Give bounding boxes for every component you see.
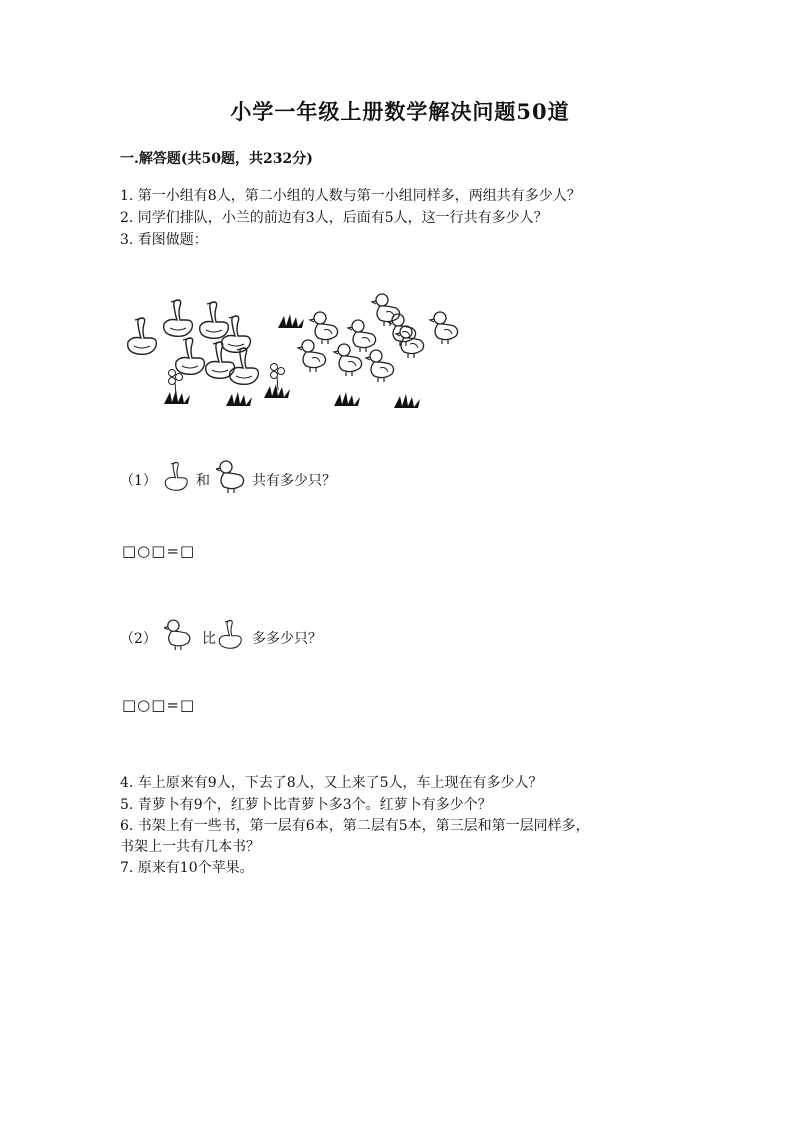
swan-icon xyxy=(128,318,157,354)
connector-and: 和 xyxy=(196,473,210,489)
question-5: 5. 青萝卜有9个，红萝卜比青萝卜多3个。红萝卜有多少个？ xyxy=(120,797,492,813)
swan-icon xyxy=(218,616,244,654)
grass-icon xyxy=(334,392,360,406)
question-1: 1. 第一小组有8人，第二小组的人数与第一小组同样多，两组共有多少人？ xyxy=(120,188,581,204)
duck-icon xyxy=(216,458,248,498)
duck-icon xyxy=(310,312,338,344)
question-3: 3. 看图做题： xyxy=(120,232,208,248)
swan-icon xyxy=(200,302,229,338)
question-2: 2. 同学们排队，小兰的前边有3人，后面有5人，这一行共有多少人？ xyxy=(120,210,548,226)
duck-icon xyxy=(372,294,400,326)
sub-question-2-text: 多多少只？ xyxy=(252,631,322,647)
page-title: 小学一年级上册数学解决问题50道 xyxy=(230,99,570,124)
grass-icon xyxy=(226,392,252,406)
duck-icon xyxy=(430,312,458,344)
sub-question-1-text: 共有多少只？ xyxy=(252,473,336,489)
sub-question-2-number: （2） xyxy=(120,631,157,647)
duck-icon xyxy=(348,320,376,352)
duck-icon xyxy=(334,344,362,376)
sub-question-2 xyxy=(120,616,360,656)
swan-icon xyxy=(176,338,205,374)
question-4: 4. 车上原来有9人，下去了8人，又上来了5人，车上现在有多少人？ xyxy=(120,775,543,791)
flower-icon xyxy=(169,370,183,397)
question-6: 6. 书架上有一些书，第一层有6本，第二层有5本，第三层和第一层同样多， xyxy=(120,818,590,834)
section-heading: 一.解答题(共50题，共232分) xyxy=(120,151,313,167)
flower-icon xyxy=(271,364,285,391)
connector-than: 比 xyxy=(202,631,216,647)
duck-icon xyxy=(164,616,194,656)
grass-icon xyxy=(394,394,420,408)
swan-icon xyxy=(164,300,193,336)
swans-and-ducks-picture xyxy=(120,290,480,415)
question-7: 7. 原来有10个苹果。 xyxy=(120,860,254,876)
grass-icon xyxy=(164,390,190,404)
duck-icon xyxy=(366,350,394,382)
sub-question-1-number: （1） xyxy=(120,473,157,489)
grass-icon xyxy=(264,384,290,398)
sub-question-1 xyxy=(120,458,380,498)
duck-icon xyxy=(298,340,326,372)
grass-icon xyxy=(278,314,304,328)
answer-template-2: □○□=□ xyxy=(122,696,196,714)
question-6-continued: 书架上一共有几本书？ xyxy=(120,839,260,855)
swan-icon xyxy=(164,458,190,496)
answer-template-1: □○□=□ xyxy=(122,542,196,560)
